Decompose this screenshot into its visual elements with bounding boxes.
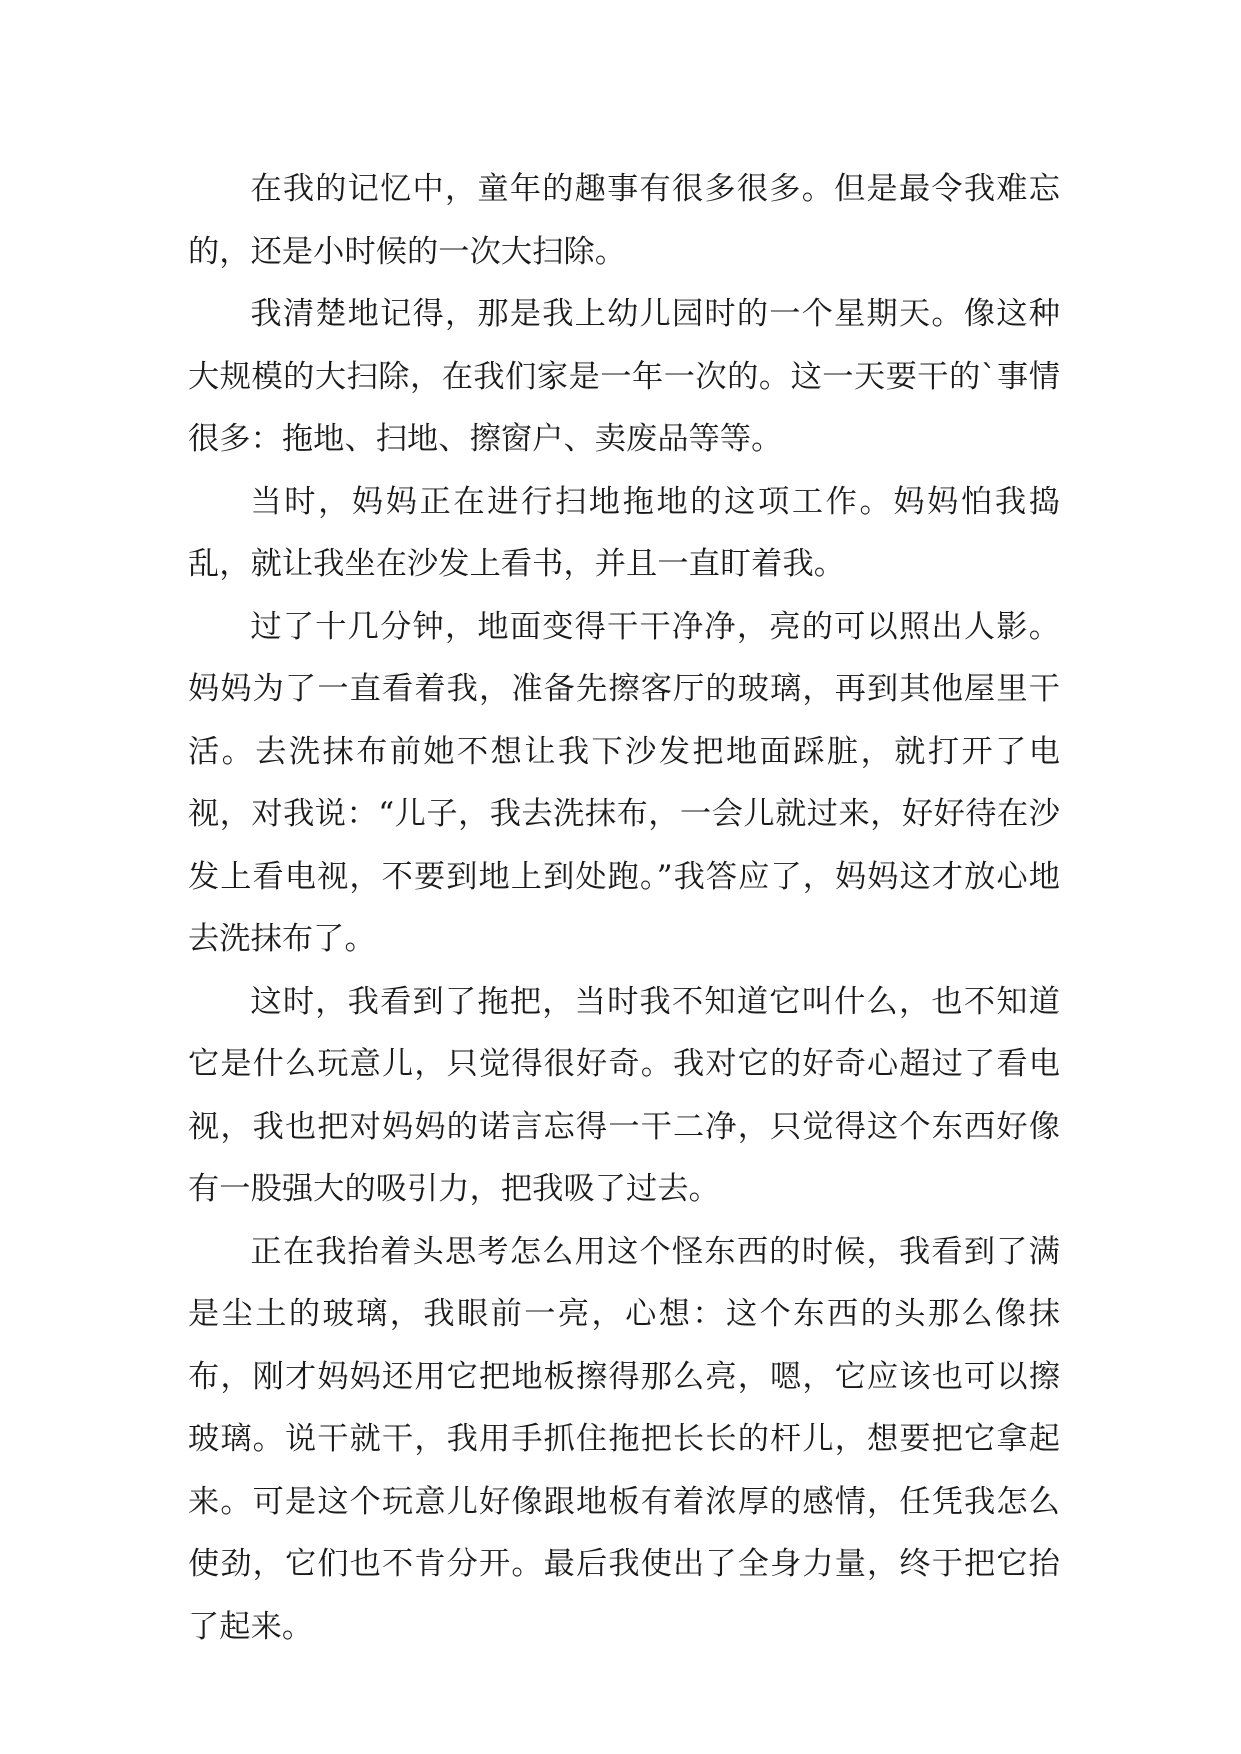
document-body — [188, 158, 1060, 1658]
paragraph-6: 正在我抬着头思考怎么用这个怪东西的时候，我看到了满是尘土的玻璃，我眼前一亮，心想：这个东西的头那么像抹布，刚才妈妈还用它把地板擦得那么亮，嗯，它应该也可以擦玻璃。说干就干，我用手抓住拖把长长的杆儿，想要把它拿起来。可是这个玩意儿好像跟地板有着浓厚的感情，任凭我怎么使劲，它们也不肯分开。最后我使出了全身力量，终于把它抬了起来。 — [188, 1233, 1060, 1645]
paragraph-5: 这时，我看到了拖把，当时我不知道它叫什么，也不知道它是什么玩意儿，只觉得很好奇。我对它的好奇心超过了看电视，我也把对妈妈的诺言忘得一干二净，只觉得这个东西好像有一股强大的吸引力，把我吸了过去。 — [188, 983, 1060, 1207]
paragraph-2: 我清楚地记得，那是我上幼儿园时的一个星期天。像这种大规模的大扫除，在我们家是一年一次的。这一天要干的`事情很多：拖地、扫地、擦窗户、卖废品等等。 — [188, 296, 1060, 457]
paragraph-4: 过了十几分钟，地面变得干干净净，亮的可以照出人影。妈妈为了一直看着我，准备先擦客厅的玻璃，再到其他屋里干活。去洗抹布前她不想让我下沙发把地面踩脏，就打开了电视，对我说：“儿子，我去洗抹布，一会儿就过来，好好待在沙发上看电视，不要到地上到处跑。”我答应了，妈妈这才放心地去洗抹布了。 — [188, 608, 1060, 957]
paragraph-1: 在我的记忆中，童年的趣事有很多很多。但是最令我难忘的，还是小时候的一次大扫除。 — [188, 171, 1060, 270]
paragraph-3: 当时，妈妈正在进行扫地拖地的这项工作。妈妈怕我捣乱，就让我坐在沙发上看书，并且一直盯着我。 — [188, 483, 1060, 582]
